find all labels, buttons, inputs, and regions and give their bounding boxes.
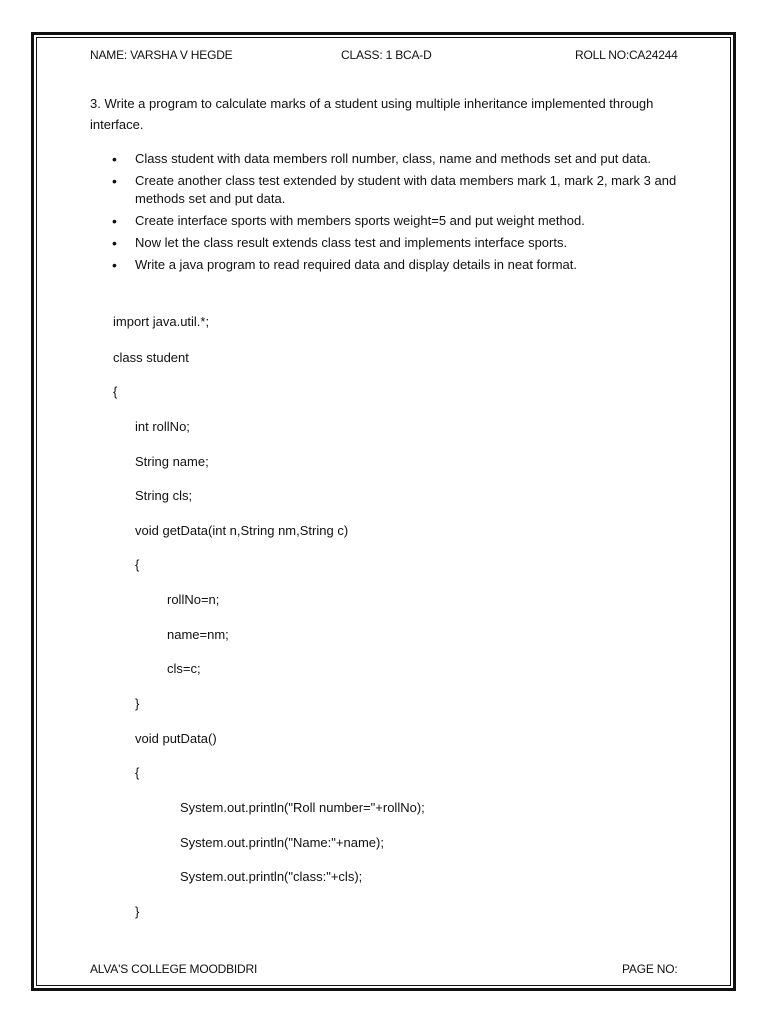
code-line: { bbox=[135, 557, 140, 572]
code-line: { bbox=[135, 765, 140, 780]
code-line: String cls; bbox=[135, 488, 193, 503]
code-line: } bbox=[135, 696, 140, 711]
student-class: CLASS: 1 BCA-D bbox=[341, 48, 432, 62]
code-line: name=nm; bbox=[167, 627, 229, 642]
code-line: class student bbox=[113, 350, 189, 365]
requirement-item: • Create interface sports with members sports weight=5 and put weight method. bbox=[90, 212, 690, 230]
requirement-item: • Create another class test extended by student with data members mark 1, mark 2, mark 3 and methods set and put data. bbox=[90, 172, 690, 208]
code-line: void getData(int n,String nm,String c) bbox=[135, 523, 349, 538]
requirement-item: • Class student with data members roll number, class, name and methods set and put data. bbox=[90, 150, 690, 168]
code-line: { bbox=[113, 384, 118, 399]
code-line: cls=c; bbox=[167, 661, 201, 676]
code-line: import java.util.*; bbox=[113, 314, 210, 329]
code-line: System.out.println("class:"+cls); bbox=[180, 869, 363, 884]
code-line: System.out.println("Roll number="+rollNo); bbox=[180, 800, 425, 815]
code-line: int rollNo; bbox=[135, 419, 190, 434]
page-number-label: PAGE NO: bbox=[622, 962, 678, 976]
code-line: System.out.println("Name:"+name); bbox=[180, 835, 384, 850]
requirement-item: • Now let the class result extends class test and implements interface sports. bbox=[90, 234, 690, 252]
requirement-item: • Write a java program to read required data and display details in neat format. bbox=[90, 256, 690, 274]
student-name: NAME: VARSHA V HEGDE bbox=[90, 48, 233, 62]
code-line: rollNo=n; bbox=[167, 592, 220, 607]
question-text: 3. Write a program to calculate marks of a student using multiple inheritance implemented through interface. bbox=[90, 96, 654, 132]
college-name: ALVA'S COLLEGE MOODBIDRI bbox=[90, 962, 258, 976]
code-line: } bbox=[135, 904, 140, 919]
code-line: void putData() bbox=[135, 731, 217, 746]
code-line: String name; bbox=[135, 454, 209, 469]
requirements-list bbox=[90, 150, 690, 278]
roll-number: ROLL NO:CA24244 bbox=[575, 48, 678, 62]
